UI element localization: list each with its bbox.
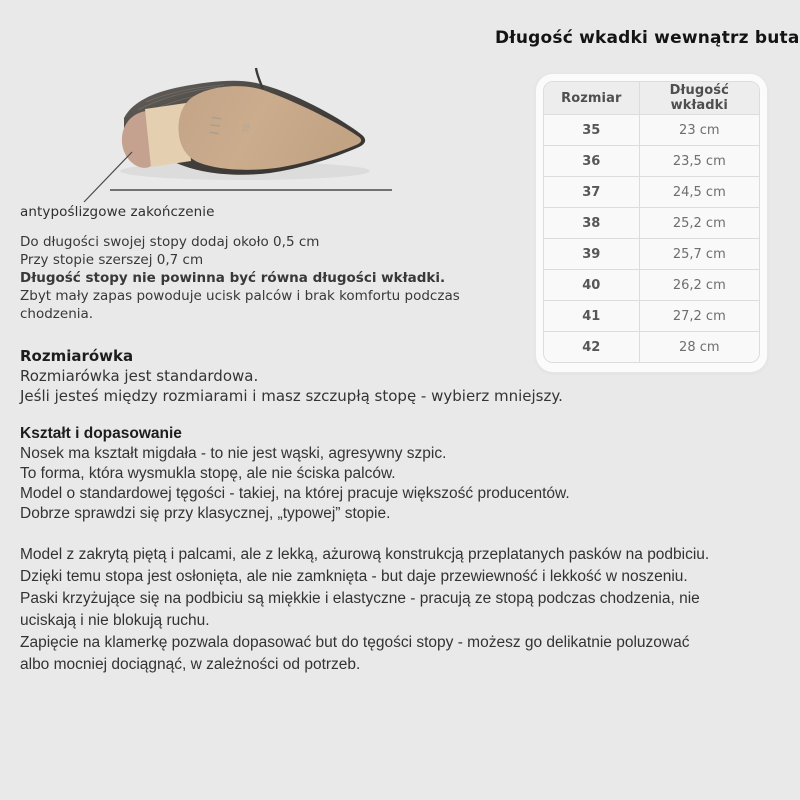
table-row — [544, 114, 759, 145]
table-row — [544, 176, 759, 207]
fit-note-bold-line: Długość stopy nie powinna być równa długości wkładki. — [20, 270, 446, 286]
table-row — [544, 238, 759, 269]
size-table-card — [535, 73, 768, 373]
description-line: uciskają i nie blokują ruchu. — [20, 612, 210, 629]
size-cell: 42 — [544, 331, 639, 362]
section-heading: Kształt i dopasowanie — [20, 425, 182, 442]
fit-note-warning-line: Zbyt mały zapas powoduje ucisk palców i brak komfortu podczas — [20, 288, 460, 304]
length-cell: 24,5 cm — [639, 176, 759, 207]
description-line: Model z zakrytą piętą i palcami, ale z lekką, ażurową konstrukcją przeplatanych pasków na podbiciu. — [20, 546, 710, 563]
size-column-header: Rozmiar — [544, 82, 639, 114]
length-cell: 28 cm — [639, 331, 759, 362]
length-column-header: Długość wkładki — [639, 82, 759, 114]
section-rozmiarowka — [20, 346, 563, 406]
description-line: albo mocniej dociągnąć, w zależności od potrzeb. — [20, 656, 361, 673]
table-row — [544, 269, 759, 300]
size-stamp: 38 — [241, 122, 252, 135]
section-line: To forma, która wysmukla stopę, ale nie ściska palców. — [20, 465, 396, 482]
section-ksztalt-i-dopasowanie — [20, 424, 570, 524]
section-line: Jeśli jesteś między rozmiarami i masz szczupłą stopę - wybierz mniejszy. — [20, 387, 563, 405]
fit-note — [20, 233, 460, 323]
shoe-sole-image — [20, 40, 400, 210]
length-cell: 25,7 cm — [639, 238, 759, 269]
length-cell: 25,2 cm — [639, 207, 759, 238]
size-cell: 37 — [544, 176, 639, 207]
description-line: Dzięki temu stopa jest osłonięta, ale nie zamknięta - but daje przewiewność i lekkość w noszeniu. — [20, 568, 688, 585]
size-cell: 35 — [544, 114, 639, 145]
table-row — [544, 207, 759, 238]
page-title: Długość wkadki wewnątrz buta — [495, 28, 800, 48]
table-row — [544, 145, 759, 176]
shoe-sole — [178, 86, 361, 170]
length-cell: 26,2 cm — [639, 269, 759, 300]
description-line: Paski krzyżujące się na podbiciu są miękkie i elastyczne - pracują ze stopą podczas chodzenia, nie — [20, 590, 700, 607]
fit-note-warning-line: chodzenia. — [20, 306, 94, 322]
shoe-annotation-label: antypoślizgowe zakończenie — [20, 204, 215, 220]
length-cell: 27,2 cm — [639, 300, 759, 331]
description-line: Zapięcie na klamerkę pozwala dopasować but do tęgości stopy - możesz go delikatnie poluzować — [20, 634, 690, 651]
model-description — [20, 544, 795, 676]
section-line: Dobrze sprawdzi się przy klasycznej, „typowej” stopie. — [20, 505, 391, 522]
fit-note-line: Do długości swojej stopy dodaj około 0,5 cm — [20, 234, 320, 250]
size-cell: 40 — [544, 269, 639, 300]
table-row — [544, 331, 759, 362]
size-table — [543, 81, 760, 363]
size-table-header-row — [544, 82, 759, 114]
annotation-pointer-line — [84, 152, 132, 202]
size-cell: 38 — [544, 207, 639, 238]
fit-note-line: Przy stopie szerszej 0,7 cm — [20, 252, 204, 268]
table-row — [544, 300, 759, 331]
length-cell: 23 cm — [639, 114, 759, 145]
length-cell: 23,5 cm — [639, 145, 759, 176]
svg-text:❙❙❙: ❙❙❙ — [209, 113, 223, 138]
size-cell: 39 — [544, 238, 639, 269]
section-line: Model o standardowej tęgości - takiej, na której pracuje większość producentów. — [20, 485, 570, 502]
size-cell: 36 — [544, 145, 639, 176]
section-heading: Rozmiarówka — [20, 347, 134, 365]
size-cell: 41 — [544, 300, 639, 331]
section-line: Nosek ma kształt migdała - to nie jest wąski, agresywny szpic. — [20, 445, 447, 462]
section-line: Rozmiarówka jest standardowa. — [20, 367, 259, 385]
